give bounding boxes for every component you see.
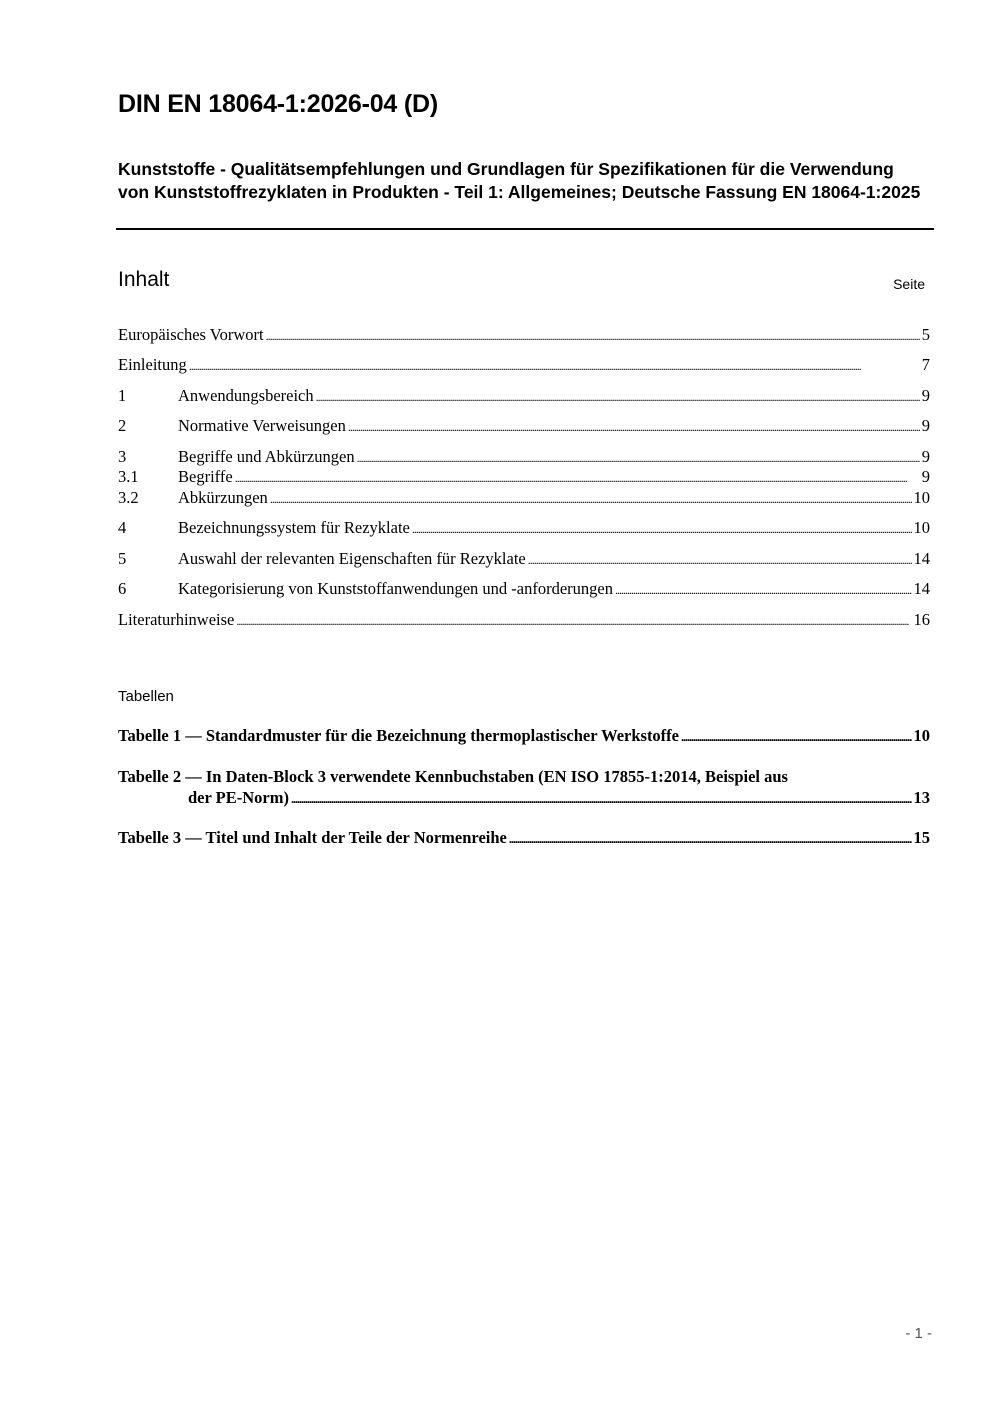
toc-entry-page: 9 bbox=[921, 447, 930, 466]
toc-entry-page: 7 bbox=[921, 355, 930, 374]
table-entry-page: 13 bbox=[913, 788, 930, 807]
toc-entry-3-1[interactable] bbox=[118, 467, 930, 488]
toc-entry-page: 10 bbox=[913, 488, 930, 507]
toc-entry-3[interactable] bbox=[118, 447, 930, 468]
table-entry-2[interactable] bbox=[118, 766, 930, 810]
table-entry-title: Tabelle 1 — Standardmuster für die Bezeichnung thermoplastischer Werkstoffe bbox=[118, 726, 679, 745]
dot-leader bbox=[316, 387, 920, 407]
toc-entry-einleitung[interactable] bbox=[118, 355, 930, 376]
dot-leader bbox=[270, 489, 912, 509]
toc-entry-page: 9 bbox=[921, 386, 930, 405]
toc-entry-number: 3.1 bbox=[118, 467, 139, 486]
toc-entry-1[interactable] bbox=[118, 386, 930, 407]
toc-entry-page: 16 bbox=[913, 610, 930, 629]
table-entry-page: 10 bbox=[913, 726, 930, 745]
dot-leader bbox=[357, 448, 920, 468]
toc-entry-literatur[interactable] bbox=[118, 610, 930, 631]
toc-heading: Inhalt bbox=[118, 268, 170, 291]
document-title: Kunststoffe - Qualitätsempfehlungen und Grundlagen für Spezifikationen für die Verwendung von Kunststoffrezyklaten in Produkten - Teil 1: Allgemeines; Deutsche Fassung EN 18064-1:2025 bbox=[118, 159, 921, 202]
title-divider bbox=[116, 228, 934, 230]
document-id: DIN EN 18064-1:2026-04 (D) bbox=[118, 90, 438, 118]
dot-leader bbox=[528, 550, 912, 570]
dot-leader bbox=[348, 417, 920, 437]
toc-entry-4[interactable] bbox=[118, 518, 930, 539]
table-entry-3[interactable] bbox=[118, 828, 930, 849]
toc-entry-title: Kategorisierung von Kunststoffanwendungen und -anforderungen bbox=[178, 579, 614, 598]
toc-entry-title: Begriffe und Abkürzungen bbox=[178, 447, 355, 466]
dot-leader bbox=[266, 326, 920, 346]
table-entry-page: 15 bbox=[913, 828, 930, 847]
toc-entry-page: 9 bbox=[921, 416, 930, 435]
page-number: - 1 - bbox=[905, 1325, 932, 1342]
dot-leader bbox=[235, 468, 920, 488]
toc-entry-title: Anwendungsbereich bbox=[178, 386, 314, 405]
dot-leader bbox=[615, 580, 911, 600]
table-entry-1[interactable] bbox=[118, 726, 930, 747]
toc-entry-title: Abkürzungen bbox=[178, 488, 268, 507]
toc-entry-title: Bezeichnungssystem für Rezyklate bbox=[178, 518, 410, 537]
toc-entry-title: Literaturhinweise bbox=[118, 610, 235, 629]
toc-entry-number: 3 bbox=[118, 447, 127, 466]
dot-leader bbox=[236, 611, 911, 631]
toc-entry-number: 5 bbox=[118, 549, 127, 568]
toc-entry-title: Europäisches Vorwort bbox=[118, 325, 264, 344]
toc-entry-number: 2 bbox=[118, 416, 127, 435]
toc-entry-page: 10 bbox=[913, 518, 930, 537]
toc-entry-page: 14 bbox=[913, 579, 930, 598]
toc-entry-vorwort[interactable] bbox=[118, 325, 930, 346]
toc-entry-number: 4 bbox=[118, 518, 127, 537]
toc-entry-title: Normative Verweisungen bbox=[178, 416, 346, 435]
dot-leader bbox=[412, 519, 912, 539]
toc-entry-3-2[interactable] bbox=[118, 488, 930, 509]
dot-leader bbox=[291, 789, 912, 810]
toc-entry-page: 14 bbox=[913, 549, 930, 568]
table-entry-title: Tabelle 3 — Titel und Inhalt der Teile der Normenreihe bbox=[118, 828, 507, 847]
toc-entry-number: 6 bbox=[118, 579, 127, 598]
page-column-label: Seite bbox=[893, 276, 925, 292]
table-entry-line2 bbox=[118, 787, 930, 810]
dot-leader bbox=[509, 829, 912, 849]
toc-entry-2[interactable] bbox=[118, 416, 930, 437]
toc-entry-page: 9 bbox=[921, 467, 930, 486]
table-entry-title-line2: der PE-Norm) bbox=[188, 788, 289, 807]
toc-entry-page: 5 bbox=[921, 325, 930, 344]
toc-entry-number: 1 bbox=[118, 386, 127, 405]
tables-heading: Tabellen bbox=[118, 688, 174, 705]
toc-entry-number: 3.2 bbox=[118, 488, 139, 507]
toc-entry-title: Auswahl der relevanten Eigenschaften für Rezyklate bbox=[178, 549, 526, 568]
toc-entry-5[interactable] bbox=[118, 549, 930, 570]
dot-leader bbox=[681, 727, 912, 747]
toc-entry-title: Begriffe bbox=[178, 467, 233, 486]
table-entry-title-line1: Tabelle 2 — In Daten-Block 3 verwendete Kennbuchstaben (EN ISO 17855-1:2014, Beispiel aus bbox=[118, 767, 788, 786]
toc-entry-6[interactable] bbox=[118, 579, 930, 600]
toc-entry-title: Einleitung bbox=[118, 355, 187, 374]
dot-leader bbox=[189, 356, 920, 376]
